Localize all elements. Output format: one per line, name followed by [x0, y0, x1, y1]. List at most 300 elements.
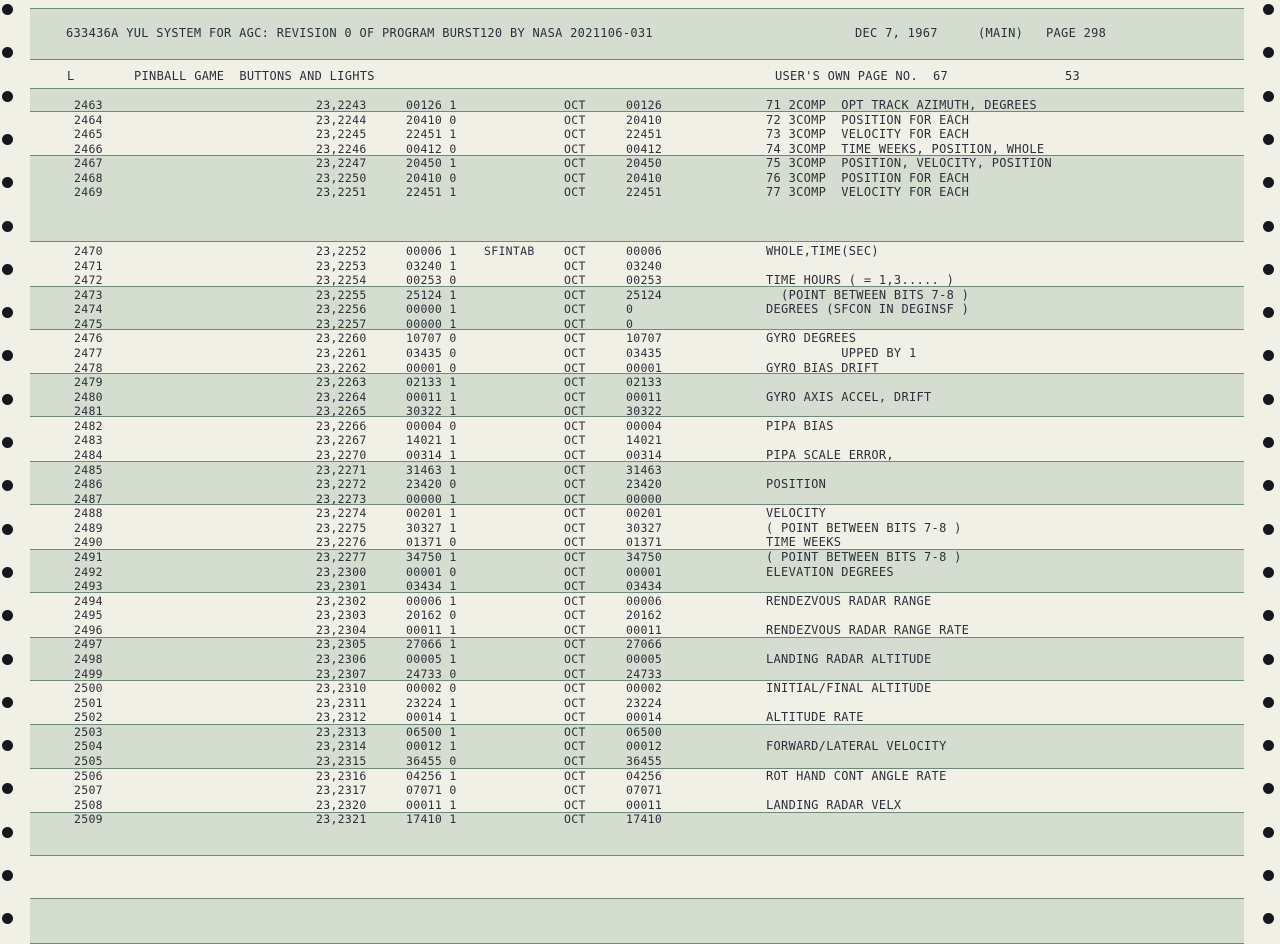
- opcode: OCT: [564, 477, 586, 492]
- operand: 00001: [626, 564, 663, 579]
- symbol-label: SFINTAB: [484, 244, 535, 258]
- memory-address: 23,2261: [316, 345, 367, 360]
- line-number: 2467: [74, 156, 103, 170]
- octal-word: 00012 1: [406, 739, 457, 754]
- opcode: OCT: [564, 812, 586, 827]
- comment: LANDING RADAR ALTITUDE: [766, 651, 932, 666]
- comment: ( POINT BETWEEN BITS 7-8 ): [766, 520, 962, 535]
- feed-hole: [2, 524, 13, 535]
- octal-word: 31463 1: [406, 462, 457, 477]
- opcode: OCT: [564, 418, 586, 433]
- memory-address: 23,2306: [316, 651, 367, 666]
- memory-address: 23,2271: [316, 462, 367, 477]
- opcode: OCT: [564, 753, 586, 768]
- memory-address: 23,2254: [316, 273, 367, 288]
- line-number: 2469: [74, 185, 103, 199]
- operand: 14021: [626, 433, 663, 448]
- opcode: OCT: [564, 651, 586, 666]
- comment: ROT HAND CONT ANGLE RATE: [766, 768, 947, 783]
- memory-address: 23,2267: [316, 433, 367, 448]
- feed-hole: [2, 221, 13, 232]
- operand: 34750: [626, 549, 663, 564]
- feed-hole: [2, 307, 13, 318]
- operand: 00314: [626, 447, 663, 462]
- feed-hole: [2, 740, 13, 751]
- memory-address: 23,2252: [316, 244, 367, 258]
- octal-word: 00011 1: [406, 622, 457, 637]
- memory-address: 23,2257: [316, 316, 367, 331]
- memory-address: 23,2243: [316, 98, 367, 112]
- operand: 00002: [626, 681, 663, 696]
- line-number: 2502: [74, 710, 103, 725]
- feed-hole: [1263, 913, 1274, 924]
- octal-word: 00000 1: [406, 316, 457, 331]
- memory-address: 23,2315: [316, 753, 367, 768]
- feed-hole: [1263, 480, 1274, 491]
- line-number: 2471: [74, 258, 103, 273]
- memory-address: 23,2302: [316, 593, 367, 608]
- octal-word: 00001 0: [406, 360, 457, 375]
- memory-address: 23,2245: [316, 127, 367, 141]
- line-number: 2501: [74, 695, 103, 710]
- opcode: OCT: [564, 98, 586, 112]
- octal-word: 04256 1: [406, 768, 457, 783]
- memory-address: 23,2270: [316, 447, 367, 462]
- feed-hole: [1263, 221, 1274, 232]
- memory-address: 23,2263: [316, 375, 367, 390]
- opcode: OCT: [564, 389, 586, 404]
- feed-hole: [1263, 437, 1274, 448]
- memory-address: 23,2313: [316, 724, 367, 739]
- opcode: OCT: [564, 345, 586, 360]
- octal-word: 24733 0: [406, 666, 457, 681]
- operand: 03435: [626, 345, 663, 360]
- operand: 00412: [626, 141, 663, 156]
- line-number: 2486: [74, 477, 103, 492]
- octal-word: 22451 1: [406, 185, 457, 199]
- line-number: 2475: [74, 316, 103, 331]
- operand: 02133: [626, 375, 663, 390]
- comment: 76 3COMP POSITION FOR EACH: [766, 170, 970, 185]
- octal-word: 00126 1: [406, 98, 457, 112]
- operand: 24733: [626, 666, 663, 681]
- comment: ( POINT BETWEEN BITS 7-8 ): [766, 549, 962, 564]
- octal-word: 36455 0: [406, 753, 457, 768]
- line-number: 2481: [74, 404, 103, 419]
- octal-word: 20450 1: [406, 156, 457, 170]
- line-number: 2463: [74, 98, 103, 112]
- line-number: 2484: [74, 447, 103, 462]
- comment: VELOCITY: [766, 506, 827, 521]
- feed-hole: [2, 350, 13, 361]
- memory-address: 23,2244: [316, 112, 367, 127]
- line-number: 2504: [74, 739, 103, 754]
- opcode: OCT: [564, 608, 586, 623]
- opcode: OCT: [564, 360, 586, 375]
- operand: 00005: [626, 651, 663, 666]
- line-number: 2470: [74, 244, 103, 258]
- operand: 00011: [626, 797, 663, 812]
- memory-address: 23,2300: [316, 564, 367, 579]
- feed-hole: [1263, 740, 1274, 751]
- memory-address: 23,2303: [316, 608, 367, 623]
- operand: 00014: [626, 710, 663, 725]
- operand: 04256: [626, 768, 663, 783]
- operand: 00001: [626, 360, 663, 375]
- memory-address: 23,2316: [316, 768, 367, 783]
- octal-word: 10707 0: [406, 331, 457, 346]
- octal-word: 00314 1: [406, 447, 457, 462]
- octal-word: 34750 1: [406, 549, 457, 564]
- line-number: 2500: [74, 681, 103, 696]
- octal-word: 00000 1: [406, 302, 457, 317]
- opcode: OCT: [564, 462, 586, 477]
- feed-hole: [1263, 870, 1274, 881]
- memory-address: 23,2321: [316, 812, 367, 827]
- octal-word: 06500 1: [406, 724, 457, 739]
- opcode: OCT: [564, 170, 586, 185]
- operand: 10707: [626, 331, 663, 346]
- octal-word: 01371 0: [406, 535, 457, 550]
- comment: PIPA SCALE ERROR,: [766, 447, 894, 462]
- octal-word: 00006 1: [406, 244, 457, 258]
- memory-address: 23,2253: [316, 258, 367, 273]
- memory-address: 23,2260: [316, 331, 367, 346]
- memory-address: 23,2312: [316, 710, 367, 725]
- line-number: 2507: [74, 783, 103, 798]
- octal-word: 27066 1: [406, 637, 457, 652]
- memory-address: 23,2304: [316, 622, 367, 637]
- comment: INITIAL/FINAL ALTITUDE: [766, 681, 932, 696]
- memory-address: 23,2264: [316, 389, 367, 404]
- comment: GYRO AXIS ACCEL, DRIFT: [766, 389, 932, 404]
- opcode: OCT: [564, 695, 586, 710]
- memory-address: 23,2265: [316, 404, 367, 419]
- feed-hole: [2, 697, 13, 708]
- line-number: 2468: [74, 170, 103, 185]
- comment: 73 3COMP VELOCITY FOR EACH: [766, 127, 970, 141]
- octal-word: 00002 0: [406, 681, 457, 696]
- memory-address: 23,2247: [316, 156, 367, 170]
- operand: 23224: [626, 695, 663, 710]
- line-number: 2499: [74, 666, 103, 681]
- operand: 00126: [626, 98, 663, 112]
- operand: 17410: [626, 812, 663, 827]
- comment: 72 3COMP POSITION FOR EACH: [766, 112, 970, 127]
- log-section-title: PINBALL GAME BUTTONS AND LIGHTS: [134, 69, 375, 83]
- operand: 00201: [626, 506, 663, 521]
- feed-hole: [1263, 307, 1274, 318]
- feed-hole: [1263, 827, 1274, 838]
- greenbar-band: [30, 898, 1244, 944]
- opcode: OCT: [564, 739, 586, 754]
- memory-address: 23,2317: [316, 783, 367, 798]
- feed-hole: [2, 783, 13, 794]
- memory-address: 23,2320: [316, 797, 367, 812]
- memory-address: 23,2301: [316, 579, 367, 594]
- operand: 00011: [626, 622, 663, 637]
- operand: 30327: [626, 520, 663, 535]
- comment: POSITION: [766, 477, 827, 492]
- opcode: OCT: [564, 564, 586, 579]
- feed-hole: [2, 177, 13, 188]
- feed-hole: [1263, 697, 1274, 708]
- line-number: 2474: [74, 302, 103, 317]
- operand: 23420: [626, 477, 663, 492]
- opcode: OCT: [564, 768, 586, 783]
- memory-address: 23,2307: [316, 666, 367, 681]
- operand: 00011: [626, 389, 663, 404]
- octal-word: 00412 0: [406, 141, 457, 156]
- line-number: 2472: [74, 273, 103, 288]
- opcode: OCT: [564, 506, 586, 521]
- operand: 00004: [626, 418, 663, 433]
- feed-hole: [1263, 264, 1274, 275]
- comment: DEGREES (SFCON IN DEGINSF ): [766, 302, 970, 317]
- line-number: 2480: [74, 389, 103, 404]
- line-number: 2490: [74, 535, 103, 550]
- comment: RENDEZVOUS RADAR RANGE: [766, 593, 932, 608]
- octal-word: 07071 0: [406, 783, 457, 798]
- octal-word: 00253 0: [406, 273, 457, 288]
- feed-hole: [2, 394, 13, 405]
- line-number: 2476: [74, 331, 103, 346]
- octal-word: 02133 1: [406, 375, 457, 390]
- opcode: OCT: [564, 112, 586, 127]
- octal-word: 30327 1: [406, 520, 457, 535]
- feed-hole: [1263, 567, 1274, 578]
- comment: ELEVATION DEGREES: [766, 564, 894, 579]
- page-header-section: (MAIN): [978, 26, 1024, 40]
- opcode: OCT: [564, 273, 586, 288]
- operand: 20410: [626, 112, 663, 127]
- memory-address: 23,2314: [316, 739, 367, 754]
- line-number: 2479: [74, 375, 103, 390]
- operand: 00012: [626, 739, 663, 754]
- operand: 20450: [626, 156, 663, 170]
- opcode: OCT: [564, 710, 586, 725]
- octal-word: 25124 1: [406, 287, 457, 302]
- comment: WHOLE,TIME(SEC): [766, 244, 879, 258]
- feed-hole: [2, 870, 13, 881]
- users-page-number: USER'S OWN PAGE NO. 67: [775, 69, 949, 83]
- feed-hole: [1263, 91, 1274, 102]
- feed-hole: [1263, 394, 1274, 405]
- opcode: OCT: [564, 724, 586, 739]
- page-header-title: 633436A YUL SYSTEM FOR AGC: REVISION 0 OF PROGRAM BURST120 BY NASA 2021106-031: [66, 26, 653, 40]
- opcode: OCT: [564, 622, 586, 637]
- opcode: OCT: [564, 316, 586, 331]
- memory-address: 23,2305: [316, 637, 367, 652]
- line-number: 2483: [74, 433, 103, 448]
- octal-word: 14021 1: [406, 433, 457, 448]
- opcode: OCT: [564, 593, 586, 608]
- opcode: OCT: [564, 404, 586, 419]
- opcode: OCT: [564, 287, 586, 302]
- comment: ALTITUDE RATE: [766, 710, 864, 725]
- line-number: 2487: [74, 491, 103, 506]
- opcode: OCT: [564, 520, 586, 535]
- octal-word: 00011 1: [406, 797, 457, 812]
- comment: GYRO DEGREES: [766, 331, 857, 346]
- comment: PIPA BIAS: [766, 418, 834, 433]
- opcode: OCT: [564, 491, 586, 506]
- line-number: 2496: [74, 622, 103, 637]
- operand: 22451: [626, 185, 663, 199]
- operand: 03240: [626, 258, 663, 273]
- memory-address: 23,2250: [316, 170, 367, 185]
- line-number: 2509: [74, 812, 103, 827]
- line-number: 2491: [74, 549, 103, 564]
- line-number: 2508: [74, 797, 103, 812]
- comment: TIME WEEKS: [766, 535, 842, 550]
- operand: 0: [626, 302, 634, 317]
- opcode: OCT: [564, 244, 586, 258]
- memory-address: 23,2266: [316, 418, 367, 433]
- opcode: OCT: [564, 681, 586, 696]
- feed-hole: [1263, 783, 1274, 794]
- operand: 03434: [626, 579, 663, 594]
- operand: 01371: [626, 535, 663, 550]
- feed-hole: [2, 4, 13, 15]
- operand: 25124: [626, 287, 663, 302]
- octal-word: 17410 1: [406, 812, 457, 827]
- octal-word: 22451 1: [406, 127, 457, 141]
- memory-address: 23,2251: [316, 185, 367, 199]
- octal-word: 23224 1: [406, 695, 457, 710]
- feed-hole: [2, 437, 13, 448]
- comment: 71 2COMP OPT TRACK AZIMUTH, DEGREES: [766, 98, 1037, 112]
- line-number: 2492: [74, 564, 103, 579]
- log-marker: L: [67, 69, 75, 83]
- comment: LANDING RADAR VELX: [766, 797, 902, 812]
- feed-hole: [2, 654, 13, 665]
- opcode: OCT: [564, 331, 586, 346]
- memory-address: 23,2276: [316, 535, 367, 550]
- comment: RENDEZVOUS RADAR RANGE RATE: [766, 622, 970, 637]
- operand: 20162: [626, 608, 663, 623]
- opcode: OCT: [564, 447, 586, 462]
- line-number: 2497: [74, 637, 103, 652]
- comment: 77 3COMP VELOCITY FOR EACH: [766, 185, 970, 199]
- comment: UPPED BY 1: [766, 345, 917, 360]
- feed-hole: [2, 134, 13, 145]
- octal-word: 03435 0: [406, 345, 457, 360]
- operand: 36455: [626, 753, 663, 768]
- line-number: 2482: [74, 418, 103, 433]
- memory-address: 23,2310: [316, 681, 367, 696]
- operand: 00253: [626, 273, 663, 288]
- comment: FORWARD/LATERAL VELOCITY: [766, 739, 947, 754]
- memory-address: 23,2277: [316, 549, 367, 564]
- opcode: OCT: [564, 637, 586, 652]
- feed-hole: [1263, 610, 1274, 621]
- opcode: OCT: [564, 375, 586, 390]
- comment: 75 3COMP POSITION, VELOCITY, POSITION: [766, 156, 1052, 170]
- feed-hole: [2, 827, 13, 838]
- octal-word: 30322 1: [406, 404, 457, 419]
- memory-address: 23,2246: [316, 141, 367, 156]
- line-number: 2505: [74, 753, 103, 768]
- opcode: OCT: [564, 433, 586, 448]
- operand: 0: [626, 316, 634, 331]
- octal-word: 00005 1: [406, 651, 457, 666]
- operand: 00000: [626, 491, 663, 506]
- memory-address: 23,2262: [316, 360, 367, 375]
- memory-address: 23,2274: [316, 506, 367, 521]
- octal-word: 20410 0: [406, 170, 457, 185]
- line-number: 2494: [74, 593, 103, 608]
- octal-word: 00006 1: [406, 593, 457, 608]
- opcode: OCT: [564, 141, 586, 156]
- feed-hole: [2, 47, 13, 58]
- line-number: 2488: [74, 506, 103, 521]
- page-code: 53: [1065, 69, 1081, 83]
- octal-word: 03240 1: [406, 258, 457, 273]
- opcode: OCT: [564, 185, 586, 199]
- line-number: 2506: [74, 768, 103, 783]
- octal-word: 00201 1: [406, 506, 457, 521]
- feed-hole: [2, 264, 13, 275]
- line-number: 2478: [74, 360, 103, 375]
- line-number: 2477: [74, 345, 103, 360]
- comment: GYRO BIAS DRIFT: [766, 360, 879, 375]
- memory-address: 23,2272: [316, 477, 367, 492]
- operand: 00006: [626, 244, 663, 258]
- operand: 20410: [626, 170, 663, 185]
- memory-address: 23,2273: [316, 491, 367, 506]
- opcode: OCT: [564, 579, 586, 594]
- feed-hole: [1263, 654, 1274, 665]
- feed-hole: [2, 610, 13, 621]
- feed-hole: [2, 913, 13, 924]
- opcode: OCT: [564, 666, 586, 681]
- feed-hole: [1263, 524, 1274, 535]
- memory-address: 23,2256: [316, 302, 367, 317]
- operand: 27066: [626, 637, 663, 652]
- line-number: 2465: [74, 127, 103, 141]
- line-number: 2485: [74, 462, 103, 477]
- opcode: OCT: [564, 783, 586, 798]
- page-header-date: DEC 7, 1967: [855, 26, 938, 40]
- opcode: OCT: [564, 258, 586, 273]
- operand: 31463: [626, 462, 663, 477]
- octal-word: 00014 1: [406, 710, 457, 725]
- operand: 06500: [626, 724, 663, 739]
- feed-hole: [1263, 177, 1274, 188]
- line-number: 2466: [74, 141, 103, 156]
- comment: 74 3COMP TIME WEEKS, POSITION, WHOLE: [766, 141, 1045, 156]
- octal-word: 23420 0: [406, 477, 457, 492]
- line-number: 2503: [74, 724, 103, 739]
- line-number: 2495: [74, 608, 103, 623]
- line-number: 2464: [74, 112, 103, 127]
- feed-hole: [1263, 134, 1274, 145]
- feed-hole: [1263, 350, 1274, 361]
- comment: (POINT BETWEEN BITS 7-8 ): [766, 287, 970, 302]
- opcode: OCT: [564, 302, 586, 317]
- operand: 07071: [626, 783, 663, 798]
- opcode: OCT: [564, 127, 586, 141]
- memory-address: 23,2311: [316, 695, 367, 710]
- operand: 00006: [626, 593, 663, 608]
- octal-word: 20410 0: [406, 112, 457, 127]
- octal-word: 00011 1: [406, 389, 457, 404]
- feed-hole: [2, 480, 13, 491]
- octal-word: 00000 1: [406, 491, 457, 506]
- octal-word: 00004 0: [406, 418, 457, 433]
- line-number: 2473: [74, 287, 103, 302]
